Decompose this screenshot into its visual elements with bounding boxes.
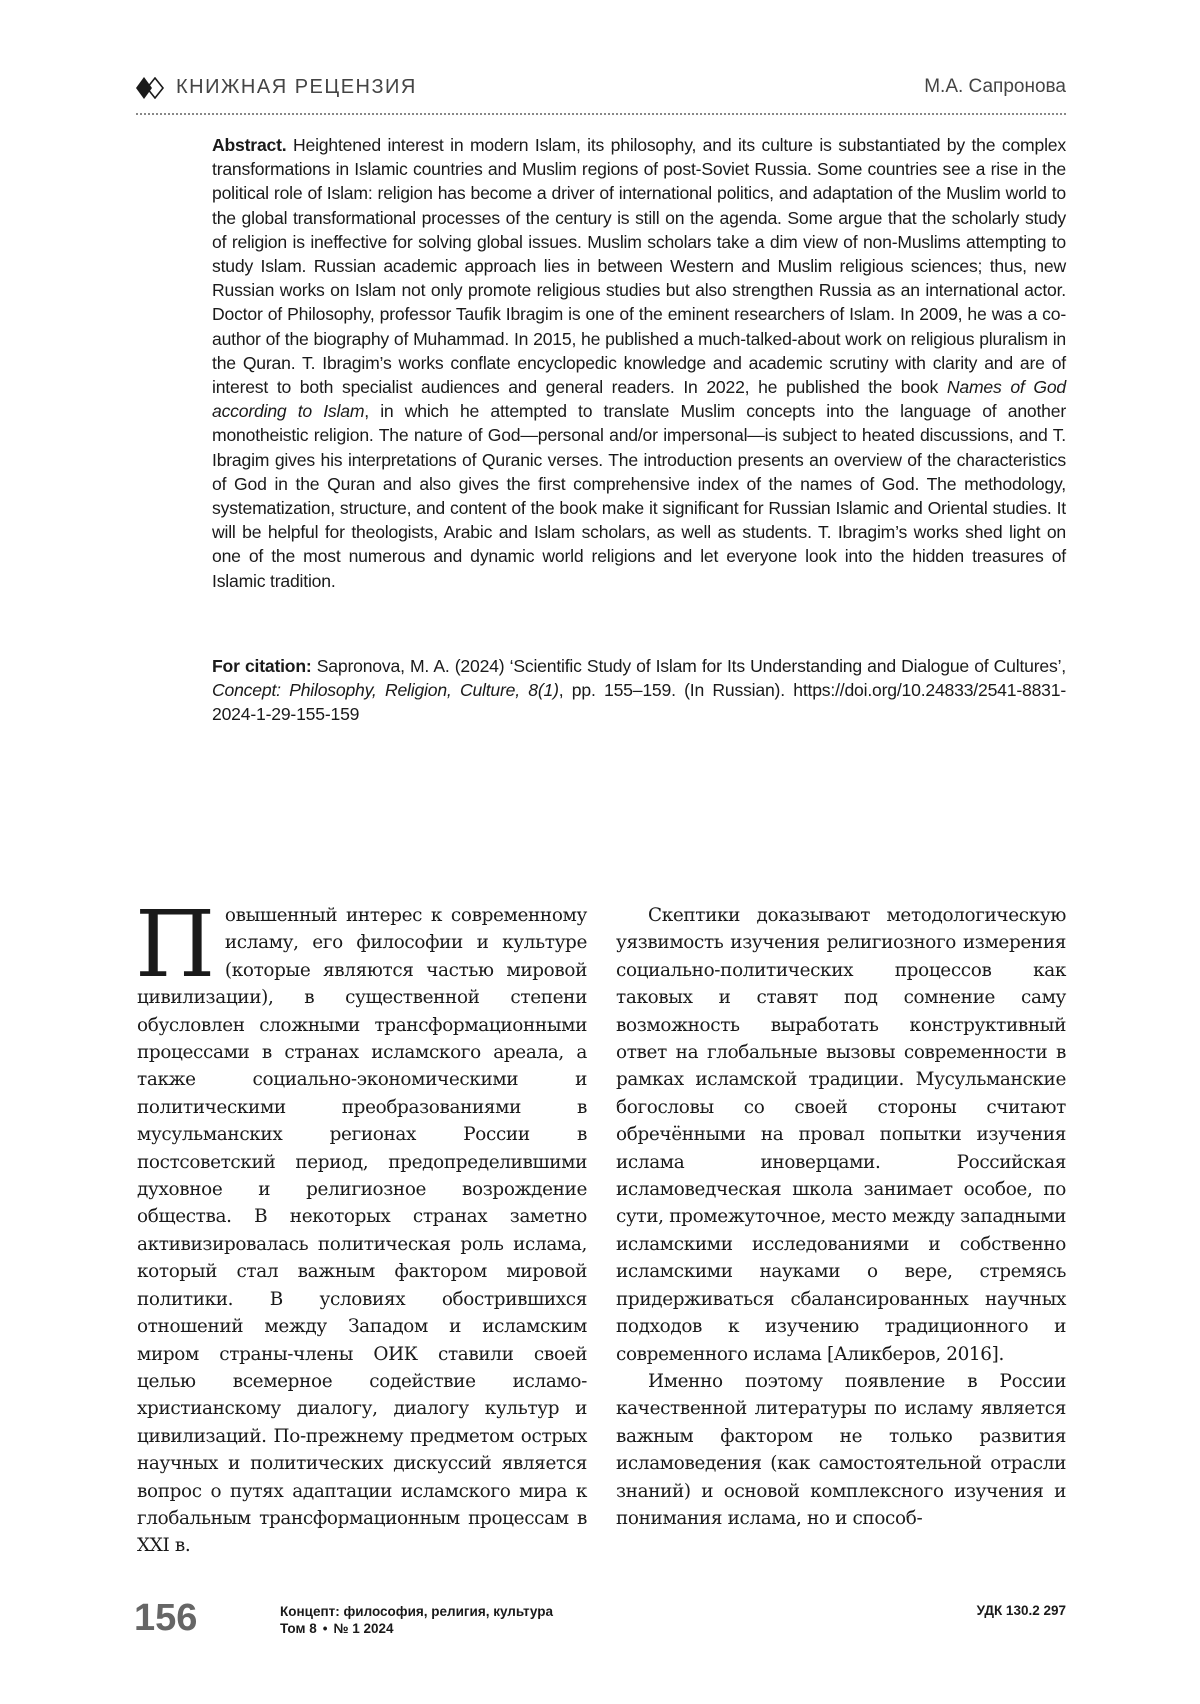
diamond-icon — [136, 77, 166, 99]
abstract-book-title: Names of God according to Islam — [212, 377, 1066, 422]
abstract — [212, 133, 1066, 593]
header-divider — [136, 113, 1066, 115]
running-header — [136, 74, 1066, 104]
journal-issue: № 1 2024 — [333, 1621, 394, 1636]
body-paragraph — [135, 891, 587, 1560]
journal-title: Концепт: философия, религия, культура — [280, 1604, 554, 1619]
body-column-left — [135, 891, 587, 1560]
drop-cap: П — [135, 891, 215, 998]
udk-code: УДК 130.2 297 — [976, 1603, 1066, 1618]
citation-label: For citation: — [212, 656, 312, 676]
abstract-text-2: , in which he attempted to translate Muslim concepts into the language of another monotheistic religion. The nature of God—personal and/or impersonal—is subject to heated discussions, and T. Ibragim gives his interpretations of Quranic verses. The introduction presents an overview of the characteristics of God in the Quran and also gives the first comprehensive index of the names of God. The methodology, systematization, structure, and content of the book make it significant for Russian Islamic and Oriental studies. It will be helpful for theologists, Arabic and Islam scholars, as well as students. T. Ibragim’s works shed light on one of the most numerous and dynamic world religions and let everyone look into the hidden treasures of Islamic tradition. — [212, 401, 1067, 591]
citation-text-1: Sapronova, M. A. (2024) ‘Scientific Study of Islam for Its Understanding and Dialogue of Cultures’, — [316, 656, 1066, 676]
body-paragraph: Скептики доказывают методологическую уязвимость изучения религиозного измерения социально-политических процессов как таковых и ставят под сомнение саму возможность выработать конструктивный ответ на глобальные вызовы современности в рамках исламской традиции. Мусульманские богословы со своей стороны считают обречёнными на провал попытки изучения ислама иноверцами. Российская исламоведческая школа занимает особое, по сути, промежуточное, место между западными исламскими исследованиями и собственно исламскими науками о вере, стремясь придерживаться сбалансированных научных подходов к изучению традиционного и современного ислама [Аликберов, 2016]. — [616, 905, 1066, 1365]
body-column-right — [616, 902, 1066, 1532]
body-paragraph: Именно поэтому появление в России качественной литературы по исламу является важным фактором не только развития исламоведения (как самостоятельной отрасли знаний) и основой комплексного изучения и понимания ислама, но и способ- — [616, 1370, 1066, 1529]
section-title: КНИЖНАЯ РЕЦЕНЗИЯ — [176, 76, 417, 98]
page-number: 156 — [134, 1597, 198, 1639]
abstract-text-1: Heightened interest in modern Islam, its philosophy, and its culture is substantiated by the complex transformations in Islamic countries and Muslim regions of post-Soviet Russia. Some countries see a rise in the political role of Islam: religion has become a driver of international politics, and adaptation of the Muslim world to the global transformational processes of the century is still on the agenda. Some argue that the scholarly study of religion is ineffective for solving global issues. Muslim scholars take a dim view of non-Muslims attempting to study Islam. Russian academic approach lies in between Western and Muslim religious sciences; thus, new Russian works on Islam not only promote religious studies but also strengthen Russia as an international actor. Doctor of Philosophy, professor Taufik Ibragim is one of the eminent researchers of Islam. In 2009, he was a co-author of the biography of Muhammad. In 2015, he published a much-talked-about work on religious pluralism in the Quran. T. Ibragim’s works conflate encyclopedic knowledge and academic scrutiny with clarity and are of interest to both specialist audiences and general readers. In 2022, he published the book — [212, 135, 1066, 398]
header-author: М.А. Сапронова — [924, 76, 1066, 97]
journal-volume: Том 8 — [280, 1621, 317, 1636]
abstract-label: Abstract. — [212, 135, 287, 155]
bullet-separator: • — [322, 1621, 328, 1636]
journal-info — [280, 1603, 553, 1637]
citation-journal: Concept: Philosophy, Religion, Culture, 8(1) — [212, 680, 559, 701]
citation — [212, 654, 1066, 727]
body-paragraph-text: овышенный интерес к современному исламу, его философии и культуре (которые являются частью мировой цивилизации), в существенной степени обусловлен сложными трансформационными процессами в странах исламского ареала, а также социально-экономическими и политическими преобразованиями в мусульманских регионах России в постсоветский период, предопределившими духовное и религиозное возрождение общества. В некоторых странах заметно активизировалась политическая роль ислама, который стал важным фактором мировой политики. В условиях обострившихся отношений между Западом и исламским миром страны-члены ОИК ставили своей целью всемерное содействие исламо-христианскому диалогу, диалогу культур и цивилизаций. По-прежнему предметом острых научных и политических дискуссий является вопрос о путях адаптации исламского мира к глобальным трансформационным процессам в XXI в. — [137, 905, 587, 1557]
citation-text-2: , pp. 155–159. (In Russian). https://doi.org/10.24833/2541-8831-2024-1-29-155-159 — [212, 680, 1066, 725]
